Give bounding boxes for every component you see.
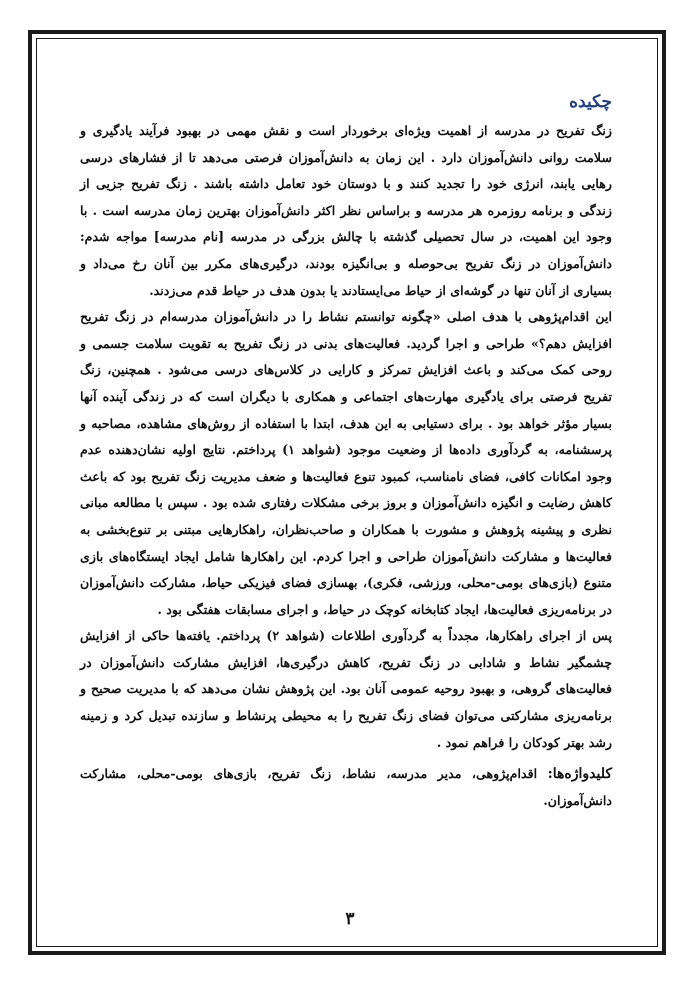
page-number: ۳	[345, 909, 355, 929]
abstract-paragraph: پس از اجرای راهکارها، مجدداً به گردآوری اطلاعات (شواهد ۲) پرداختم. یافته‌ها حاکی از افزایش چشمگیر نشاط و شادابی در زنگ تفریح، کاهش درگیری‌ها، افزایش مشارکت دانش‌آموزان در فعالیت‌های گروهی، و بهبود روحیه عمومی آنان بود. این پژوهش نشان می‌دهد که با مدیریت صحیح و برنامه‌ریزی مشارکتی می‌توان فضای زنگ تفریح را به محیطی پرنشاط و سازنده تبدیل کرد و زمینه رشد بهتر کودکان را فراهم نمود .	[80, 628, 612, 750]
keywords-label: کلیدواژه‌ها:	[547, 766, 612, 783]
abstract-section	[80, 92, 612, 814]
abstract-paragraph: این اقدام‌پژوهی با هدف اصلی «چگونه توانستم نشاط را در دانش‌آموزان مدرسه‌ام در زنگ تفریح افزایش دهم؟» طراحی و اجرا گردید. فعالیت‌های بدنی در زنگ تفریح به تقویت سلامت جسمی و روحی کمک می‌کند و باعث افزایش تمرکز و کارایی در کلاس‌های درسی می‌شود . همچنین، زنگ تفریح فرصتی برای یادگیری مهارت‌های اجتماعی و همکاری با دیگران است که در زندگی آینده آنها بسیار مؤثر خواهد بود . برای دستیابی به این هدف، ابتدا با استفاده از روش‌های مشاهده، مصاحبه و پرسشنامه، به گردآوری داده‌ها از وضعیت موجود (شواهد ۱) پرداختم. نتایج اولیه نشان‌دهنده عدم وجود امکانات کافی، فضای نامناسب، کمبود تنوع فعالیت‌ها و ضعف مدیریت زنگ تفریح بود که باعث کاهش رضایت و انگیزه دانش‌آموزان و بروز برخی مشکلات رفتاری شده بود . سپس با مطالعه مبانی نظری و پیشینه پژوهش و مشورت با همکاران و صاحب‌نظران، راهکارهایی مبتنی بر تنوع‌بخشی به فعالیت‌ها و مشارکت دانش‌آموزان طراحی و اجرا کردم. این راهکارها شامل ایجاد ایستگاه‌های بازی متنوع (بازی‌های بومی-محلی، ورزشی، فکری)، بهسازی فضای فیزیکی حیاط، مشارکت دانش‌آموزان در برنامه‌ریزی فعالیت‌ها، ایجاد کتابخانه کوچک در حیاط، و اجرای مسابقات هفتگی بود .	[80, 309, 613, 617]
keywords-line	[80, 761, 612, 814]
keywords-text: اقدام‌پژوهی، مدیر مدرسه، نشاط، زنگ تفریح، بازی‌های بومی-محلی، مشارکت دانش‌آموزان.	[80, 766, 612, 808]
abstract-heading: چکیده	[569, 92, 612, 112]
abstract-paragraph: زنگ تفریح در مدرسه از اهمیت ویژه‌ای برخوردار است و نقش مهمی در بهبود فرآیند یادگیری و سلامت روانی دانش‌آموزان دارد . این زمان به دانش‌آموزان فرصتی می‌دهد تا از فشارهای درسی رهایی یابند، انرژی خود را تجدید کنند و با دوستان خود تعامل داشته باشند . زنگ تفریح جزیی از زندگی و برنامه روزمره هر مدرسه و براساس نظر اکثر دانش‌آموزان بهترین زمان مدرسه است . با وجود این اهمیت، در سال تحصیلی گذشته با چالش بزرگی در مدرسه [نام مدرسه] مواجه شدم: دانش‌آموزان در زنگ تفریح بی‌حوصله و بی‌انگیزه بودند، درگیری‌های مکرر بین آنان رخ می‌داد و بسیاری از آنان تنها در گوشه‌ای از حیاط می‌ایستادند یا بدون هدف در حیاط قدم می‌زدند.	[80, 123, 612, 298]
